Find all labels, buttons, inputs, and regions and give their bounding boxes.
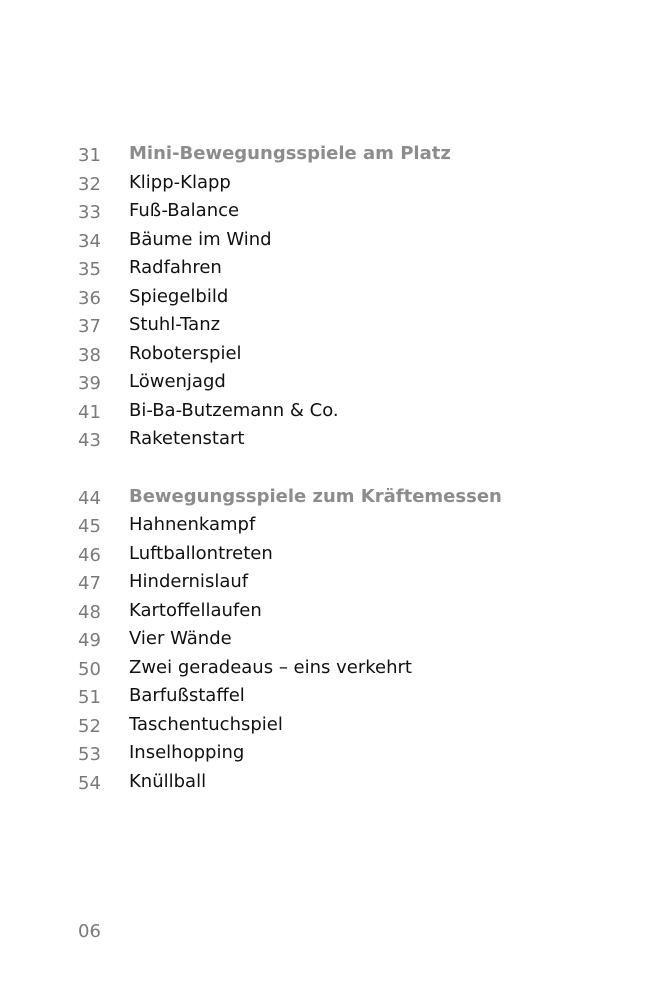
toc-entry-title: Hahnenkampf [129,514,256,535]
toc-entry-title: Zwei geradeaus – eins verkehrt [129,656,412,678]
toc-entry-title: Bäume im Wind [129,228,272,250]
toc-page-number: 37 [78,316,101,337]
toc-entry-title: Spiegelbild [129,285,229,307]
toc-page-number: 45 [78,516,101,537]
toc-entry-title: Bi-Ba-Butzemann & Co. [129,399,339,421]
toc-entry[interactable] [0,568,665,597]
toc-section-heading[interactable] [0,140,665,169]
toc-section-kraeftemessen [0,483,665,797]
toc-page-number: 34 [78,230,101,252]
toc-entry-title: Barfußstaffel [129,685,245,706]
toc-entry-title: Luftballontreten [129,542,273,564]
toc-section-heading[interactable] [0,483,665,512]
toc-entry[interactable] [0,226,665,255]
toc-entry[interactable] [0,768,665,797]
toc-entry[interactable] [0,511,665,540]
toc-page-number: 35 [78,259,101,280]
toc-entry[interactable] [0,682,665,711]
page-number: 06 [78,921,101,942]
toc-page-number: 53 [78,744,101,765]
toc-heading-title: Bewegungsspiele zum Kräftemessen [129,485,502,507]
toc-entry[interactable] [0,197,665,226]
toc-entry[interactable] [0,311,665,340]
toc-page-number: 36 [78,287,101,309]
toc-entry-title: Fuß-Balance [129,200,240,221]
toc-page-number: 38 [78,344,101,366]
toc-page-number: 51 [78,687,101,708]
toc-heading-title: Mini-Bewegungsspiele am Platz [129,143,451,164]
toc-entry[interactable] [0,169,665,198]
toc-entry-title: Inselhopping [129,742,245,763]
toc-entry-title: Hindernislauf [129,571,249,592]
toc-page-number: 39 [78,373,101,394]
toc-page-number: 43 [78,430,101,451]
toc-page-number: 33 [78,202,101,223]
toc-entry-title: Löwenjagd [129,371,226,392]
toc-page-number: 49 [78,630,101,651]
toc-page-number: 46 [78,544,101,566]
toc-entry[interactable] [0,397,665,426]
toc-entry-title: Kartoffellaufen [129,599,262,621]
toc-entry[interactable] [0,425,665,454]
toc-entry[interactable] [0,340,665,369]
toc-entry[interactable] [0,254,665,283]
toc-entry[interactable] [0,739,665,768]
toc-entry-title: Taschentuchspiel [129,713,283,735]
toc-entry-title: Stuhl-Tanz [129,314,221,335]
toc-page-number: 54 [78,772,101,794]
toc-entry[interactable] [0,654,665,683]
toc-entry[interactable] [0,711,665,740]
toc-entry-title: Vier Wände [129,628,232,649]
toc-page-number: 52 [78,715,101,737]
toc-entry[interactable] [0,625,665,654]
toc-entry-title: Raketenstart [129,428,245,449]
toc-page-number: 50 [78,658,101,680]
toc-page-number: 48 [78,601,101,623]
toc-entry[interactable] [0,540,665,569]
toc-entry-title: Roboterspiel [129,342,242,364]
toc-entry-title: Knüllball [129,770,207,792]
toc-page-number: 32 [78,173,101,195]
toc-page-number: 31 [78,145,101,166]
toc-entry[interactable] [0,283,665,312]
toc-page-number: 47 [78,573,101,594]
toc-page-number: 41 [78,401,101,423]
toc-entry[interactable] [0,597,665,626]
toc-entry[interactable] [0,368,665,397]
toc-entry-title: Radfahren [129,257,222,278]
table-of-contents [0,140,665,796]
toc-section-mini-bewegungsspiele [0,140,665,454]
toc-entry-title: Klipp-Klapp [129,171,231,193]
toc-page-number: 44 [78,487,101,509]
